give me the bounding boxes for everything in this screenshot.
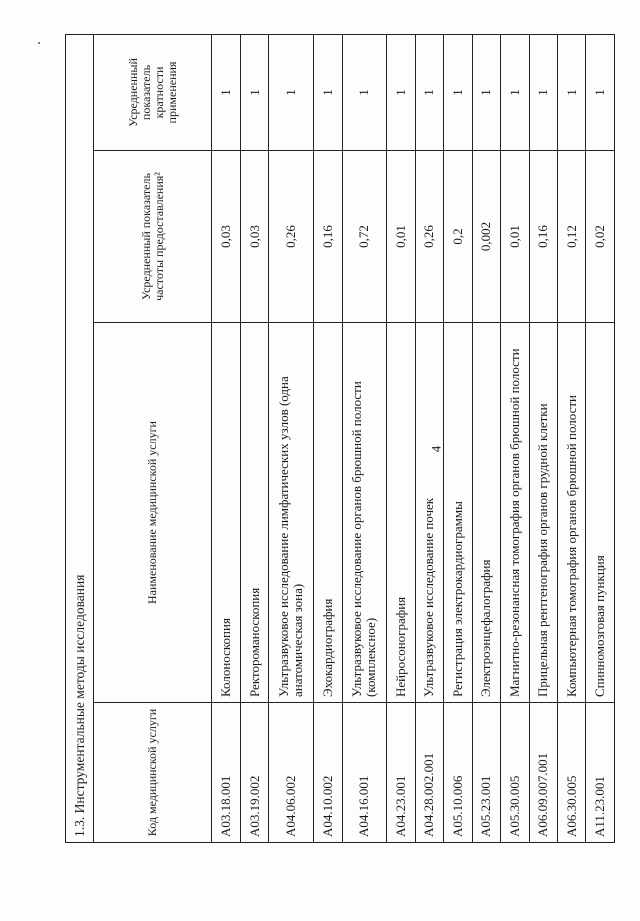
cell-code: A06.30.005 <box>557 703 585 843</box>
cell-name: Ректороманоскопия <box>240 323 268 703</box>
cell-multiplicity: 1 <box>212 34 240 150</box>
cell-multiplicity: 1 <box>415 34 443 150</box>
cell-name: Спинномозговая пункция <box>586 323 615 703</box>
table-row <box>501 34 529 842</box>
cell-name: Прицельная рентгенография органов грудной клетки <box>529 323 557 703</box>
cell-code: A04.06.002 <box>269 703 314 843</box>
table-row <box>557 34 585 842</box>
table-row <box>472 34 500 842</box>
cell-frequency: 0,26 <box>269 151 314 323</box>
cell-frequency: 0,26 <box>415 151 443 323</box>
cell-multiplicity: 1 <box>501 34 529 150</box>
cell-code: A03.19.002 <box>240 703 268 843</box>
table-row <box>212 34 240 842</box>
services-table <box>65 34 615 843</box>
cell-name: Нейросонография <box>387 323 415 703</box>
cell-frequency: 0,002 <box>472 151 500 323</box>
cell-code: A04.23.001 <box>387 703 415 843</box>
cell-frequency: 0,03 <box>240 151 268 323</box>
cell-frequency: 0,16 <box>314 151 342 323</box>
header-name: Наименование медицинской услуги <box>94 323 212 703</box>
cell-frequency: 0,01 <box>501 151 529 323</box>
cell-code: A05.23.001 <box>472 703 500 843</box>
table-row <box>586 34 615 842</box>
cell-name: Электроэнцефалография <box>472 323 500 703</box>
header-multiplicity: Усредненный показатель кратности применения <box>94 34 212 150</box>
section-row <box>66 34 94 842</box>
cell-multiplicity: 1 <box>444 34 472 150</box>
cell-code: A04.28.002.001 <box>415 703 443 843</box>
cell-frequency: 0,03 <box>212 151 240 323</box>
rotated-table-sheet <box>65 35 615 843</box>
cell-code: A06.09.007.001 <box>529 703 557 843</box>
cell-multiplicity: 1 <box>529 34 557 150</box>
cell-name: Компьютерная томография органов брюшной полости <box>557 323 585 703</box>
cell-frequency: 0,72 <box>342 151 387 323</box>
table-row <box>240 34 268 842</box>
cell-name: Ультразвуковое исследование органов брюшной полости (комплексное) <box>342 323 387 703</box>
section-title: 1.3. Инструментальные методы исследования <box>66 34 94 842</box>
cell-frequency: 0,16 <box>529 151 557 323</box>
cell-multiplicity: 1 <box>240 34 268 150</box>
table-row <box>529 34 557 842</box>
cell-code: A11.23.001 <box>586 703 615 843</box>
cell-multiplicity: 1 <box>586 34 615 150</box>
cell-code: A03.18.001 <box>212 703 240 843</box>
table-row <box>314 34 342 842</box>
cell-frequency: 0,2 <box>444 151 472 323</box>
cell-code: A04.16.001 <box>342 703 387 843</box>
cell-name: Колоноскопия <box>212 323 240 703</box>
cell-multiplicity: 1 <box>342 34 387 150</box>
cell-multiplicity: 1 <box>472 34 500 150</box>
scan-dot <box>38 42 40 44</box>
page-number: 4 <box>428 445 444 453</box>
cell-multiplicity: 1 <box>314 34 342 150</box>
cell-name: Ультразвуковое исследование почек <box>415 323 443 703</box>
table-row <box>342 34 387 842</box>
cell-multiplicity: 1 <box>269 34 314 150</box>
cell-multiplicity: 1 <box>387 34 415 150</box>
header-code: Код медицинской услуги <box>94 703 212 843</box>
cell-frequency: 0,02 <box>586 151 615 323</box>
cell-frequency: 0,01 <box>387 151 415 323</box>
table-row <box>444 34 472 842</box>
table-row <box>415 34 443 842</box>
cell-frequency: 0,12 <box>557 151 585 323</box>
table-row <box>269 34 314 842</box>
cell-code: A05.30.005 <box>501 703 529 843</box>
cell-name: Ультразвуковое исследование лимфатических узлов (одна анатомическая зона) <box>269 323 314 703</box>
table-row <box>387 34 415 842</box>
cell-name: Магнитно-резонансная томография органов брюшной полости <box>501 323 529 703</box>
cell-name: Регистрация электрокардиограммы <box>444 323 472 703</box>
cell-code: A05.10.006 <box>444 703 472 843</box>
cell-multiplicity: 1 <box>557 34 585 150</box>
cell-name: Эхокардиография <box>314 323 342 703</box>
header-row <box>94 34 212 842</box>
header-frequency: Усредненный показатель частоты предоставления² <box>94 151 212 323</box>
cell-code: A04.10.002 <box>314 703 342 843</box>
